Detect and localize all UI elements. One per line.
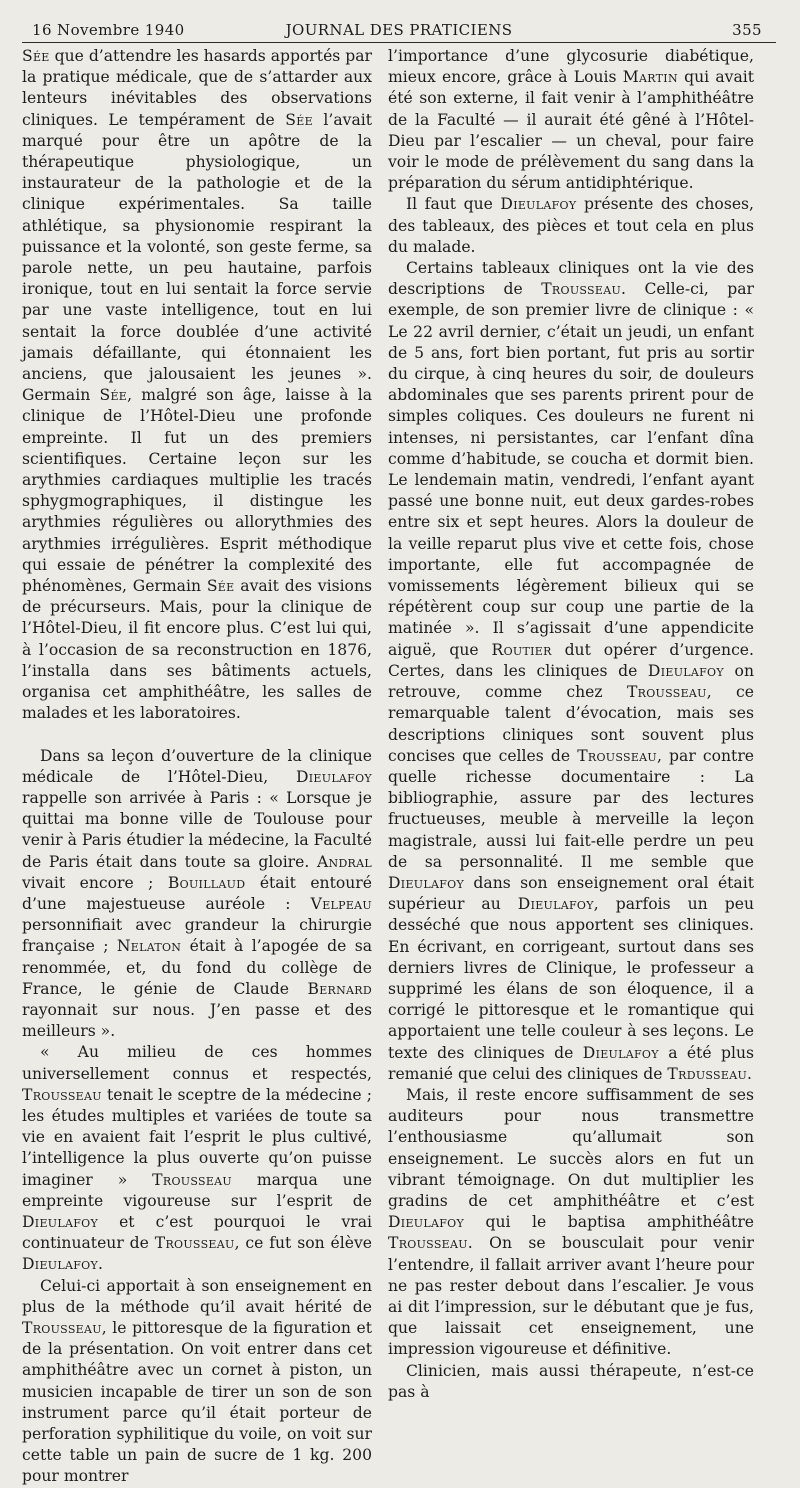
author-name: Velpeau: [310, 894, 372, 913]
text-run: .: [747, 1064, 752, 1083]
author-name: Sée: [22, 47, 50, 65]
author-name: Trousseau: [22, 1085, 102, 1104]
paragraph: [388, 1361, 754, 1403]
paragraph: [22, 1042, 372, 1275]
text-run: a été plus remanié que celui des cliniques de: [388, 1043, 755, 1083]
author-name: Routier: [491, 640, 552, 659]
right-column: [388, 46, 754, 1403]
author-name: Sée: [99, 386, 128, 405]
issue-date: 16 Novembre 1940: [32, 21, 185, 39]
text-run: l’avait marqué pour être un apôtre de la thérapeutique physiologique, un instaurateur de la pathologie et de la clinique expérimentales. Sa taille athlétique, sa physionomie respirant la puissance et la volonté, son geste ferme, sa parole nette, un peu hautaine, parfois ironique, tout en lui sentait la force servie par une vaste intelligence, tout en lui sentait la force doublée d’une activité jamais défaillante, qui étonnaient les anciens, que jalousaient les jeunes ». Germain: [22, 110, 373, 405]
author-name: Trousseau: [154, 1234, 235, 1253]
author-name: Dieulafoy: [647, 661, 724, 680]
text-run: , ce fut son élève: [234, 1234, 372, 1253]
text-run: « Au milieu de ces hommes universellement connus et respectés,: [22, 1043, 372, 1083]
text-run: , ce remarquable talent d’évocation, mais ses descriptions cliniques sont souvent plus concises que celles de: [388, 683, 754, 765]
text-run: , le pittoresque de la figuration et de la présentation. On voit entrer dans cet amphithéâtre avec un cornet à piston, un musicien incapable de tirer un son de son instrument parce qu’il était porteur de perforation syphilitique du voile, on voit sur cette table un pain de sucre de 1 kg. 200 pour montrer: [22, 1318, 372, 1486]
author-name: Trdusseau: [667, 1064, 748, 1083]
running-header: [22, 18, 776, 43]
text-run: personnifiait avec grandeur la chirurgie française ;: [22, 916, 372, 956]
author-name: Sée: [285, 110, 313, 129]
text-run: Clinicien, mais aussi thérapeute, n’est-ce pas à: [388, 1361, 754, 1401]
text-run: marqua une empreinte vigoureuse sur l’esprit de: [22, 1170, 372, 1210]
text-run: tenait le sceptre de la médecine ; les études multiples et variées de toute sa vie en avaient fait l’esprit le plus cultivé, l’intelligence la plus ouverte qu’on puisse imaginer »: [22, 1085, 372, 1189]
text-run: Certains tableaux cliniques ont la vie des descriptions de: [388, 259, 754, 299]
author-name: Dieulafoy: [500, 195, 577, 214]
paragraph: [22, 1276, 372, 1488]
author-name: Andral: [316, 852, 372, 871]
text-run: vivait encore ;: [22, 873, 168, 892]
author-name: Dieulafoy: [582, 1043, 659, 1062]
text-run: Celui-ci apportait à son enseignement en plus de la méthode qu’il avait hérité de: [22, 1276, 372, 1316]
text-run: rappelle son arrivée à Paris : « Lorsque je quittai ma bonne ville de Toulouse pour venir à Paris étudier la médecine, la Faculté de Paris était dans toute sa gloire.: [22, 788, 372, 871]
text-run: et c’est pourquoi le vrai continuateur de: [22, 1212, 372, 1253]
text-run: l’importance d’une glycosurie diabétique, mieux encore, grâce à Louis: [388, 47, 754, 87]
paragraph: [388, 258, 754, 1085]
text-run: qui avait été son externe, il fait venir à l’amphithéâtre de la Faculté — il aurait été gêné à l’Hôtel-Dieu par l’escalier — un cheval, pour faire voir le mode de prélèvement du sang dans la préparation du sérum antidiphtérique.: [388, 68, 754, 193]
author-name: Trousseau: [541, 280, 622, 299]
text-run: était à l’apogée de sa renommée, et, du fond du collège de France, le génie de Claude: [22, 937, 373, 998]
text-run: on retrouve, comme chez: [388, 661, 754, 702]
author-name: Bernard: [307, 979, 372, 998]
text-run: qui le baptisa amphithéâtre: [464, 1213, 754, 1232]
author-name: Trousseau: [22, 1318, 102, 1337]
paragraph: [388, 46, 754, 194]
journal-title: JOURNAL DES PRATICIENS: [285, 21, 513, 39]
author-name: Trousseau: [577, 746, 657, 765]
paragraph: [22, 46, 372, 725]
text-run: présente des choses, des tableaux, des pièces et tout cela en plus du malade.: [388, 195, 755, 256]
page-number: 355: [732, 21, 762, 39]
author-name: Trousseau: [152, 1170, 232, 1189]
author-name: Nelaton: [116, 937, 182, 956]
text-run: avait des visions de précurseurs. Mais, pour la clinique de l’Hôtel-Dieu, il fit encore plus. C’est lui qui, à l’occasion de sa reconstruction en 1876, l’installa dans ses bâtiments actuels, organisa cet amphithéâtre, les salles de malades et les laboratoires.: [22, 577, 372, 723]
text-run: dans son enseignement oral était supérieur au: [388, 873, 754, 914]
paragraph: [22, 746, 372, 1043]
text-run: , parfois un peu desséché que nous apportent ses cliniques. En écrivant, en corrigeant, surtout dans ses derniers livres de Clinique, le professeur a supprimé les élans de son éloquence, il a corrigé le pittoresque et le romantique qui apportaient une telle couleur à ses leçons. Le texte des cliniques de: [388, 895, 754, 1062]
author-name: Sée: [206, 577, 235, 596]
text-run: que d’attendre les hasards apportés par la pratique médicale, que de s’attarder aux lenteurs inévitables des observations cliniques. Le tempérament de: [22, 47, 372, 129]
text-run: Il faut que: [406, 195, 501, 214]
paragraph: [388, 194, 754, 258]
paragraph: [388, 1085, 754, 1361]
author-name: Dieulafoy: [22, 1255, 99, 1274]
author-name: Trousseau: [626, 683, 707, 702]
text-run: était entouré d’une majestueuse auréole :: [22, 873, 372, 913]
text-run: . Celle-ci, par exemple, de son premier livre de clinique : « Le 22 avril dernier, c’était un jeudi, un enfant de 5 ans, fort bien portant, fut pris au sortir du cirque, à cinq heures du soir, de douleurs abdominales que ses parents prirent pour de simples coliques. Ces douleurs ne furent ni intenses, ni persistantes, car l’enfant dîna comme d’habitude, se coucha et dormit bien. Le lendemain matin, vendredi, l’enfant ayant passé une bonne nuit, eut deux gardes-robes entre six et sept heures. Alors la douleur de la veille reparut plus vive et cette fois, chose importante, elle fut accompagnée de vomissements légèrement bilieux qui se répétèrent coup sur coup une partie de la matinée ». Il s’agissait d’une appendicite aiguë, que: [388, 280, 754, 659]
left-column: [22, 46, 372, 1488]
author-name: Martin: [622, 68, 678, 87]
author-name: Trousseau: [388, 1234, 468, 1253]
author-name: Dieulafoy: [295, 767, 372, 786]
text-run: . On se bousculait pour venir l’entendre, il fallait arriver avant l’heure pour ne pas rester debout dans l’escalier. Je vous ai dit l’impression, sur le débutant que je fus, que laissait cet enseignement, une impression vigoureuse et définitive.: [388, 1234, 754, 1359]
text-run: Mais, il reste encore suffisamment de ses auditeurs pour nous transmettre l’enthousiasme qu’allumait son enseignement. Le succès alors en fut un vibrant témoignage. On dut multiplier les gradins de cet amphithéâtre et c’est: [388, 1085, 754, 1210]
text-run: Dans sa leçon d’ouverture de la clinique médicale de l’Hôtel-Dieu,: [22, 746, 372, 786]
author-name: Dieulafoy: [22, 1212, 99, 1231]
text-run: .: [98, 1255, 103, 1274]
text-run: , par contre quelle richesse documentaire : La bibliographie, assure par des lectures fructueuses, meuble à merveille la leçon magistrale, aussi lui fait-elle perdre un peu de sa personnalité. Il me semble que: [388, 746, 755, 871]
author-name: Bouillaud: [167, 873, 246, 892]
author-name: Dieulafoy: [517, 895, 594, 914]
text-run: rayonnait sur nous. J’en passe et des meilleurs ».: [22, 1000, 372, 1041]
text-run: , malgré son âge, laisse à la clinique de l’Hôtel-Dieu une profonde empreinte. Il fut un des premiers scientifiques. Certaine leçon sur les arythmies cardiaques multiplie les tracés sphygmographiques, il distingue les arythmies régulières ou allorythmies des arythmies irrégulières. Esprit méthodique qui essaie de pénétrer la complexité des phénomènes, Germain: [22, 386, 373, 596]
author-name: Dieulafoy: [388, 1213, 465, 1232]
text-run: dut opérer d’urgence. Certes, dans les cliniques de: [388, 640, 754, 680]
author-name: Dieulafoy: [388, 873, 465, 892]
